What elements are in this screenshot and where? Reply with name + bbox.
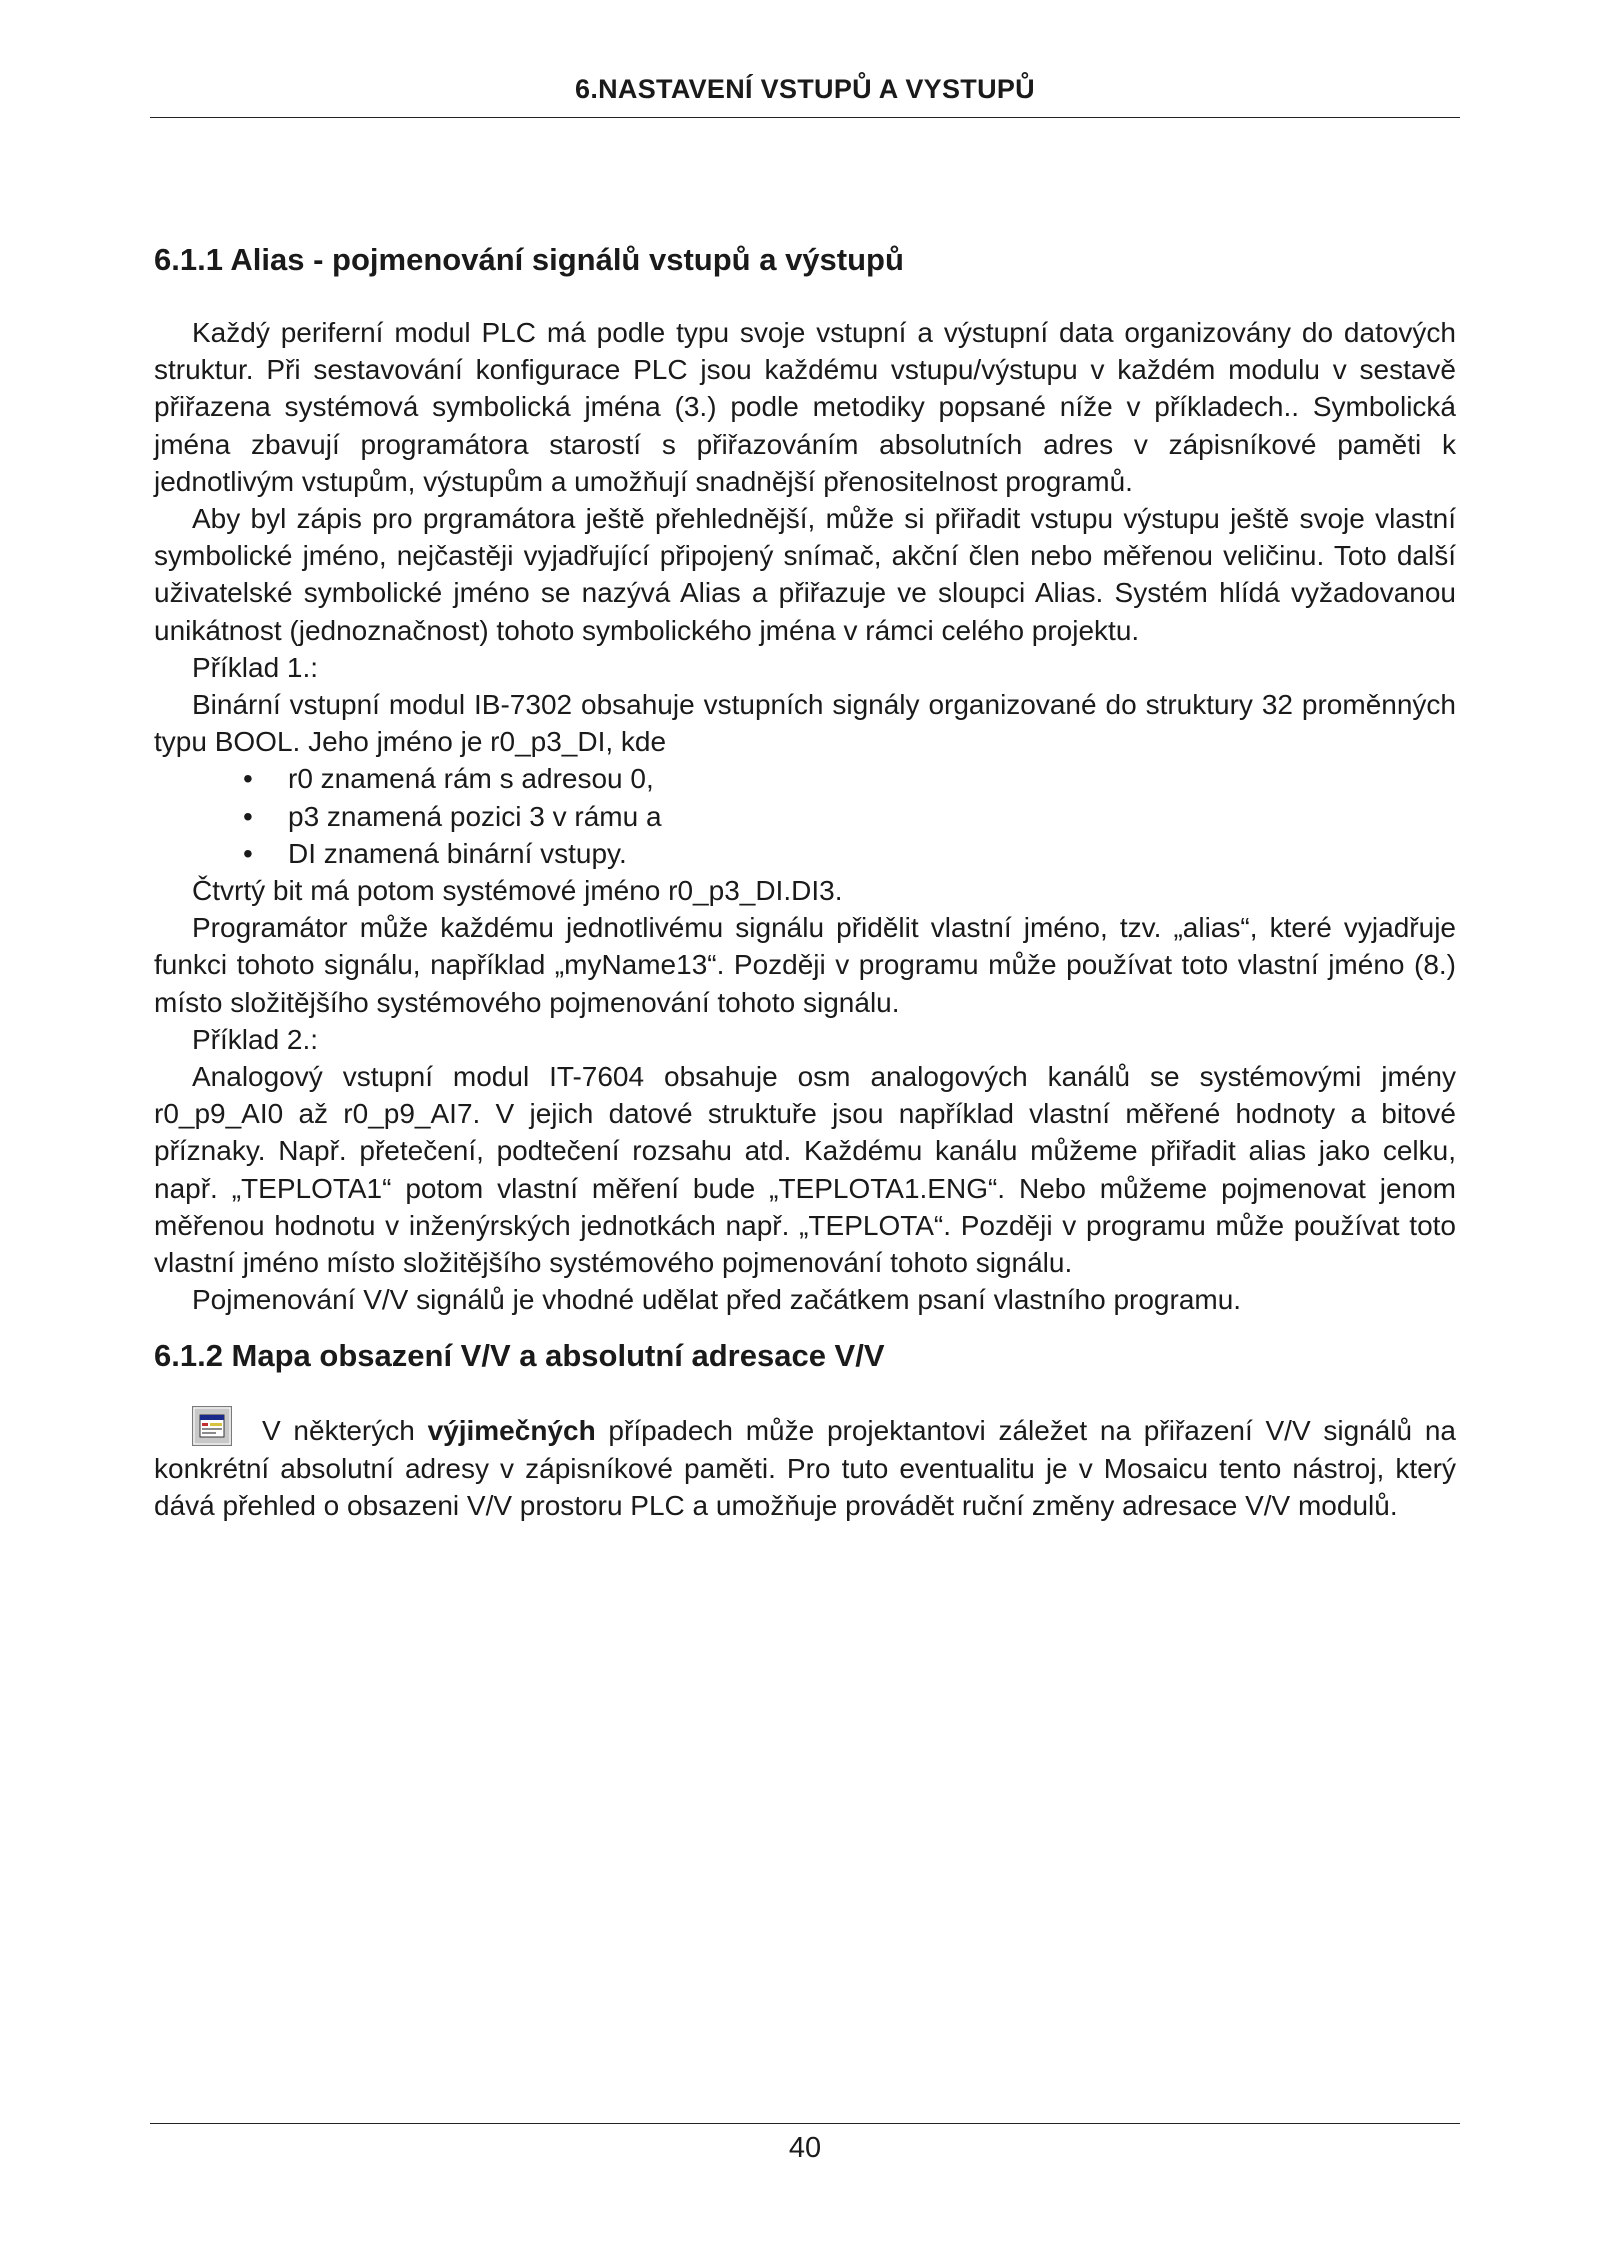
paragraph: Aby byl zápis pro prgramátora ještě přehlednější, může si přiřadit vstupu výstupu ještě svoje vlastní symbolické jméno, nejčastěji vyjadřující připojený snímač, akční člen nebo měřenou veličinu. Toto další uživatelské symbolické jméno se nazývá Alias a přiřazuje ve sloupci Alias. Systém hlídá vyžadovanou unikátnost (jednoznačnost) tohoto symbolického jména v rámci celého projektu. <box>154 503 1456 646</box>
io-map-window-icon <box>192 1406 232 1446</box>
section-heading-6-1-1: 6.1.1 Alias - pojmenování signálů vstupů a výstupů <box>154 242 904 277</box>
list-item-text: r0 znamená rám s adresou 0, <box>288 763 654 795</box>
example-label: Příklad 2.: <box>192 1023 319 1055</box>
bullet-glyph: • <box>243 800 253 832</box>
page-content <box>154 240 1456 1524</box>
bullet-glyph: • <box>243 763 253 795</box>
list-item <box>154 798 1456 835</box>
list-item <box>154 835 1456 872</box>
page-number: 40 <box>788 2132 822 2164</box>
footer-rule <box>150 2123 1460 2124</box>
paragraph: Čtvrtý bit má potom systémové jméno r0_p3_DI.DI3. <box>192 875 843 907</box>
list-item-text: DI znamená binární vstupy. <box>288 837 627 869</box>
bullet-list <box>154 760 1456 872</box>
header-rule <box>150 117 1460 118</box>
paragraph: Binární vstupní modul IB-7302 obsahuje vstupních signály organizované do struktury 32 proměnných typu BOOL. Jeho jméno je r0_p3_DI, kde <box>154 689 1456 758</box>
paragraph: Programátor může každému jednotlivému signálu přidělit vlastní jméno, tzv. „alias“, které vyjadřuje funkci tohoto signálu, například „myName13“. Později v programu může používat toto vlastní jméno (8.) místo složitějšího systémového pojmenování tohoto signálu. <box>154 912 1456 1018</box>
text-run: V některých <box>262 1415 428 1447</box>
list-item <box>154 760 1456 797</box>
paragraph: Každý periferní modul PLC má podle typu svoje vstupní a výstupní data organizovány do datových struktur. Při sestavování konfigurace PLC jsou každému vstupu/výstupu v každém modulu v sestavě přiřazena systémová symbolická jména (3.) podle metodiky popsané níže v příkladech.. Symbolická jména zbavují programátora starostí s přiřazováním absolutních adres v zápisníkové paměti k jednotlivým vstupům, výstupům a umožňují snadnější přenositelnost programů. <box>154 317 1456 497</box>
emphasis-text: výjimečných <box>427 1415 596 1447</box>
list-item-text: p3 znamená pozici 3 v rámu a <box>288 800 662 832</box>
section-heading-6-1-2: 6.1.2 Mapa obsazení V/V a absolutní adresace V/V <box>154 1338 885 1374</box>
bullet-glyph: • <box>243 837 253 869</box>
paragraph <box>154 1406 1456 1524</box>
paragraph: Pojmenování V/V signálů je vhodné udělat před začátkem psaní vlastního programu. <box>192 1284 1242 1316</box>
text-run: případech může projektantovi záležet na přiřazení V/V signálů na konkrétní absolutní adresy v zápisníkové paměti. Pro tuto eventualitu je v Mosaicu tento nástroj, který dává přehled o obsazeni V/V prostoru PLC a umožňuje provádět ruční změny adresace V/V modulů. <box>154 1415 1456 1521</box>
example-label: Příklad 1.: <box>192 651 319 683</box>
running-header: 6.NASTAVENÍ VSTUPŮ A VYSTUPŮ <box>575 74 1035 104</box>
paragraph: Analogový vstupní modul IT-7604 obsahuje osm analogových kanálů se systémovými jmény r0_p9_AI0 až r0_p9_AI7. V jejich datové struktuře jsou například vlastní měřené hodnoty a bitové příznaky. Např. přetečení, podtečení rozsahu atd. Každému kanálu můžeme přiřadit alias jako celku, např. „TEPLOTA1“ potom vlastní měření bude „TEPLOTA1.ENG“. Nebo můžeme pojmenovat jenom měřenou hodnotu v inženýrských jednotkách např. „TEPLOTA“. Později v programu může používat toto vlastní jméno místo složitějšího systémového pojmenování tohoto signálu. <box>154 1061 1456 1279</box>
